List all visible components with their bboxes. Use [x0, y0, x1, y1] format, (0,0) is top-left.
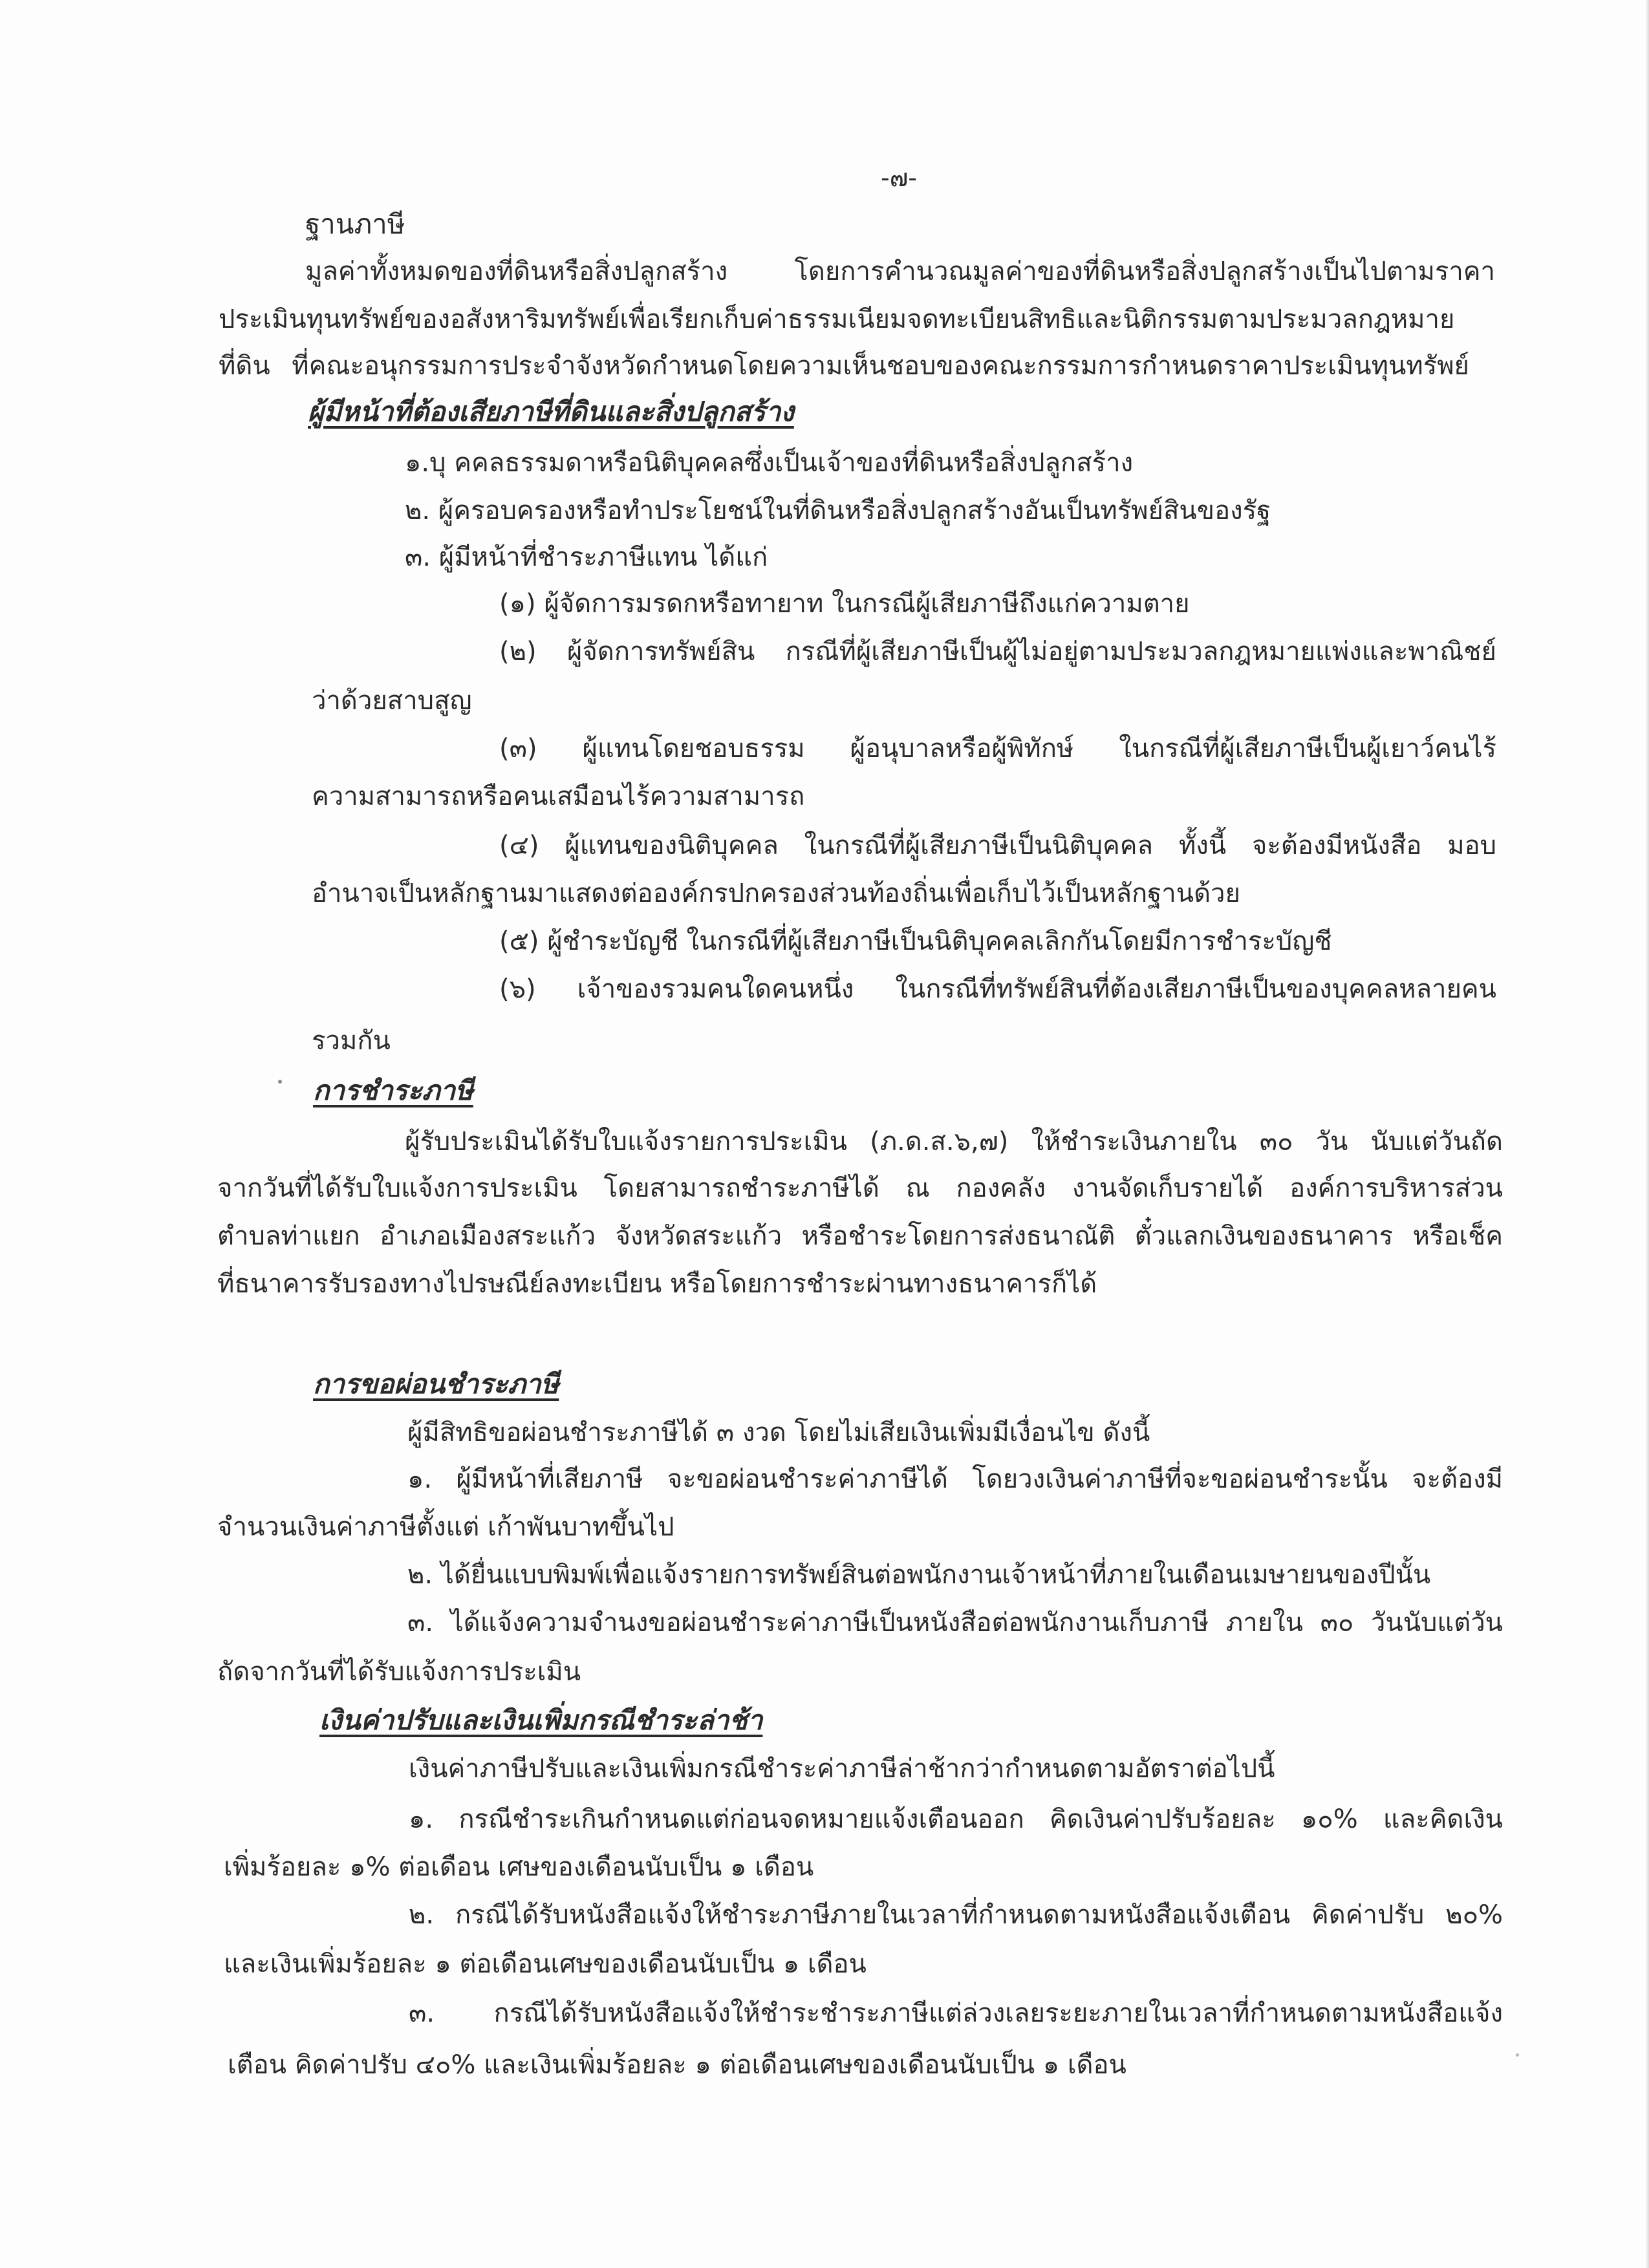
- page-number: -๗-: [881, 164, 917, 192]
- sub-list-continuation: ความสามารถหรือคนเสมือนไร้ความสามารถ: [312, 782, 805, 811]
- sub-list-item: (๒) ผู้จัดการทรัพย์สิน กรณีที่ผู้เสียภาษีเป็นผู้ไม่อยู่ตามประมวลกฎหมายแพ่งและพาณิชย์: [499, 637, 1496, 667]
- paragraph-line: และเงินเพิ่มร้อยละ ๑ ต่อเดือนเศษของเดือนนับเป็น ๑ เดือน: [224, 1949, 867, 1979]
- sub-list-continuation: อำนาจเป็นหลักฐานมาแสดงต่อองค์กรปกครองส่วนท้องถิ่นเพื่อเก็บไว้เป็นหลักฐานด้วย: [312, 879, 1240, 908]
- list-item: ๒. ผู้ครอบครองหรือทำประโยชน์ในที่ดินหรือสิ่งปลูกสร้างอันเป็นทรัพย์สินของรัฐ: [405, 496, 1271, 526]
- sub-list-item: (๕) ผู้ชำระบัญชี ในกรณีที่ผู้เสียภาษีเป็นนิติบุคคลเลิกกันโดยมีการชำระบัญชี: [499, 926, 1332, 956]
- paragraph-line: ๓. ได้แจ้งความจำนงขอผ่อนชำระค่าภาษีเป็นหนังสือต่อพนักงานเก็บภาษี ภายใน ๓๐ วันนับแต่วัน: [407, 1608, 1503, 1638]
- paragraph-line: ๓. กรณีได้รับหนังสือแจ้งให้ชำระชำระภาษีแต่ล่วงเลยระยะภายในเวลาที่กำหนดตามหนังสือแจ้ง: [409, 1998, 1503, 2028]
- sub-list-item: (๖) เจ้าของรวมคนใดคนหนึ่ง ในกรณีที่ทรัพย์สินที่ต้องเสียภาษีเป็นของบุคคลหลายคน: [499, 974, 1496, 1004]
- paragraph-line: ๑. กรณีชำระเกินกำหนดแต่ก่อนจดหมายแจ้งเตือนออก คิดเงินค่าปรับร้อยละ ๑๐% และคิดเงิน: [409, 1804, 1503, 1834]
- section-title-tax-payment: การชำระภาษี: [313, 1075, 473, 1106]
- paragraph-line: ๑. ผู้มีหน้าที่เสียภาษี จะขอผ่อนชำระค่าภาษีได้ โดยวงเงินค่าภาษีที่จะขอผ่อนชำระนั้น จะต้องมี: [407, 1464, 1503, 1494]
- scan-speck: [1516, 2053, 1519, 2057]
- paragraph-line: จำนวนเงินค่าภาษีตั้งแต่ เก้าพันบาทขึ้นไป: [217, 1512, 674, 1542]
- list-item: ๓. ผู้มีหน้าที่ชำระภาษีแทน ได้แก่: [405, 542, 768, 572]
- list-item: ๑.บุ คคลธรรมดาหรือนิติบุคคลซึ่งเป็นเจ้าของที่ดินหรือสิ่งปลูกสร้าง: [405, 448, 1134, 478]
- sub-list-continuation: รวมกัน: [312, 1026, 391, 1056]
- paragraph-line: ตำบลท่าแยก อำเภอเมืองสระแก้ว จังหวัดสระแก้ว หรือชำระโดยการส่งธนาณัติ ตั๋วแลกเงินของธนาคาร หรือเช็ค: [217, 1221, 1503, 1251]
- scan-edge-shadow: [1645, 0, 1649, 2268]
- paragraph-line: ประเมินทุนทรัพย์ของอสังหาริมทรัพย์เพื่อเรียกเก็บค่าธรรมเนียมจดทะเบียนสิทธิและนิติกรรมตามประมวลกฎหมาย: [219, 305, 1455, 334]
- paragraph-line: ผู้รับประเมินได้รับใบแจ้งรายการประเมิน (ภ.ด.ส.๖,๗) ให้ชำระเงินภายใน ๓๐ วัน นับแต่วันถัด: [405, 1127, 1503, 1157]
- sub-list-item: (๑) ผู้จัดการมรดกหรือทายาท ในกรณีผู้เสียภาษีถึงแก่ความตาย: [499, 589, 1190, 619]
- section-title-installment: การขอผ่อนชำระภาษี: [313, 1368, 559, 1400]
- section-title-taxpayers: ผู้มีหน้าที่ต้องเสียภาษีที่ดินและสิ่งปลูกสร้าง: [308, 396, 794, 427]
- section-title-tax-base: ฐานภาษี: [305, 208, 405, 240]
- paragraph-line: ที่ดิน ที่คณะอนุกรรมการประจำจังหวัดกำหนดโดยความเห็นชอบของคณะกรรมการกำหนดราคาประเมินทุนทรัพย์: [219, 351, 1469, 381]
- paragraph-line: ๒. ได้ยื่นแบบพิมพ์เพื่อแจ้งรายการทรัพย์สินต่อพนักงานเจ้าหน้าที่ภายในเดือนเมษายนของปีนั้น: [407, 1560, 1431, 1590]
- sub-list-item: (๓) ผู้แทนโดยชอบธรรม ผู้อนุบาลหรือผู้พิทักษ์ ในกรณีที่ผู้เสียภาษีเป็นผู้เยาว์คนไร้: [499, 734, 1496, 764]
- paragraph-line: จากวันที่ได้รับใบแจ้งการประเมิน โดยสามารถชำระภาษีได้ ณ กองคลัง งานจัดเก็บรายได้ องค์การบริหารส่วน: [217, 1173, 1503, 1203]
- paragraph-line: ผู้มีสิทธิขอผ่อนชำระภาษีได้ ๓ งวด โดยไม่เสียเงินเพิ่มมีเงื่อนไข ดังนี้: [407, 1418, 1150, 1448]
- paragraph-line: เพิ่มร้อยละ ๑% ต่อเดือน เศษของเดือนนับเป็น ๑ เดือน: [224, 1852, 814, 1882]
- paragraph-line: เงินค่าภาษีปรับและเงินเพิ่มกรณีชำระค่าภาษีล่าช้ากว่ากำหนดตามอัตราต่อไปนี้: [409, 1754, 1275, 1784]
- scan-speck: [278, 1080, 282, 1084]
- paragraph-line: ๒. กรณีได้รับหนังสือแจ้งให้ชำระภาษีภายในเวลาที่กำหนดตามหนังสือแจ้งเตือน คิดค่าปรับ ๒๐%: [409, 1900, 1503, 1930]
- paragraph-line: มูลค่าทั้งหมดของที่ดินหรือสิ่งปลูกสร้าง โดยการคำนวณมูลค่าของที่ดินหรือสิ่งปลูกสร้างเป็นไปตามราคา: [305, 257, 1495, 286]
- sub-list-item: (๔) ผู้แทนของนิติบุคคล ในกรณีที่ผู้เสียภาษีเป็นนิติบุคคล ทั้งนี้ จะต้องมีหนังสือ มอบ: [499, 831, 1496, 861]
- paragraph-line: เตือน คิดค่าปรับ ๔๐% และเงินเพิ่มร้อยละ ๑ ต่อเดือนเศษของเดือนนับเป็น ๑ เดือน: [228, 2050, 1126, 2080]
- paragraph-line: ถัดจากวันที่ได้รับแจ้งการประเมิน: [217, 1657, 581, 1687]
- paragraph-line: ที่ธนาคารรับรองทางไปรษณีย์ลงทะเบียน หรือโดยการชำระผ่านทางธนาคารก็ได้: [217, 1269, 1097, 1299]
- sub-list-continuation: ว่าด้วยสาบสูญ: [312, 686, 472, 716]
- section-title-penalty: เงินค่าปรับและเงินเพิ่มกรณีชำระล่าช้า: [319, 1704, 763, 1736]
